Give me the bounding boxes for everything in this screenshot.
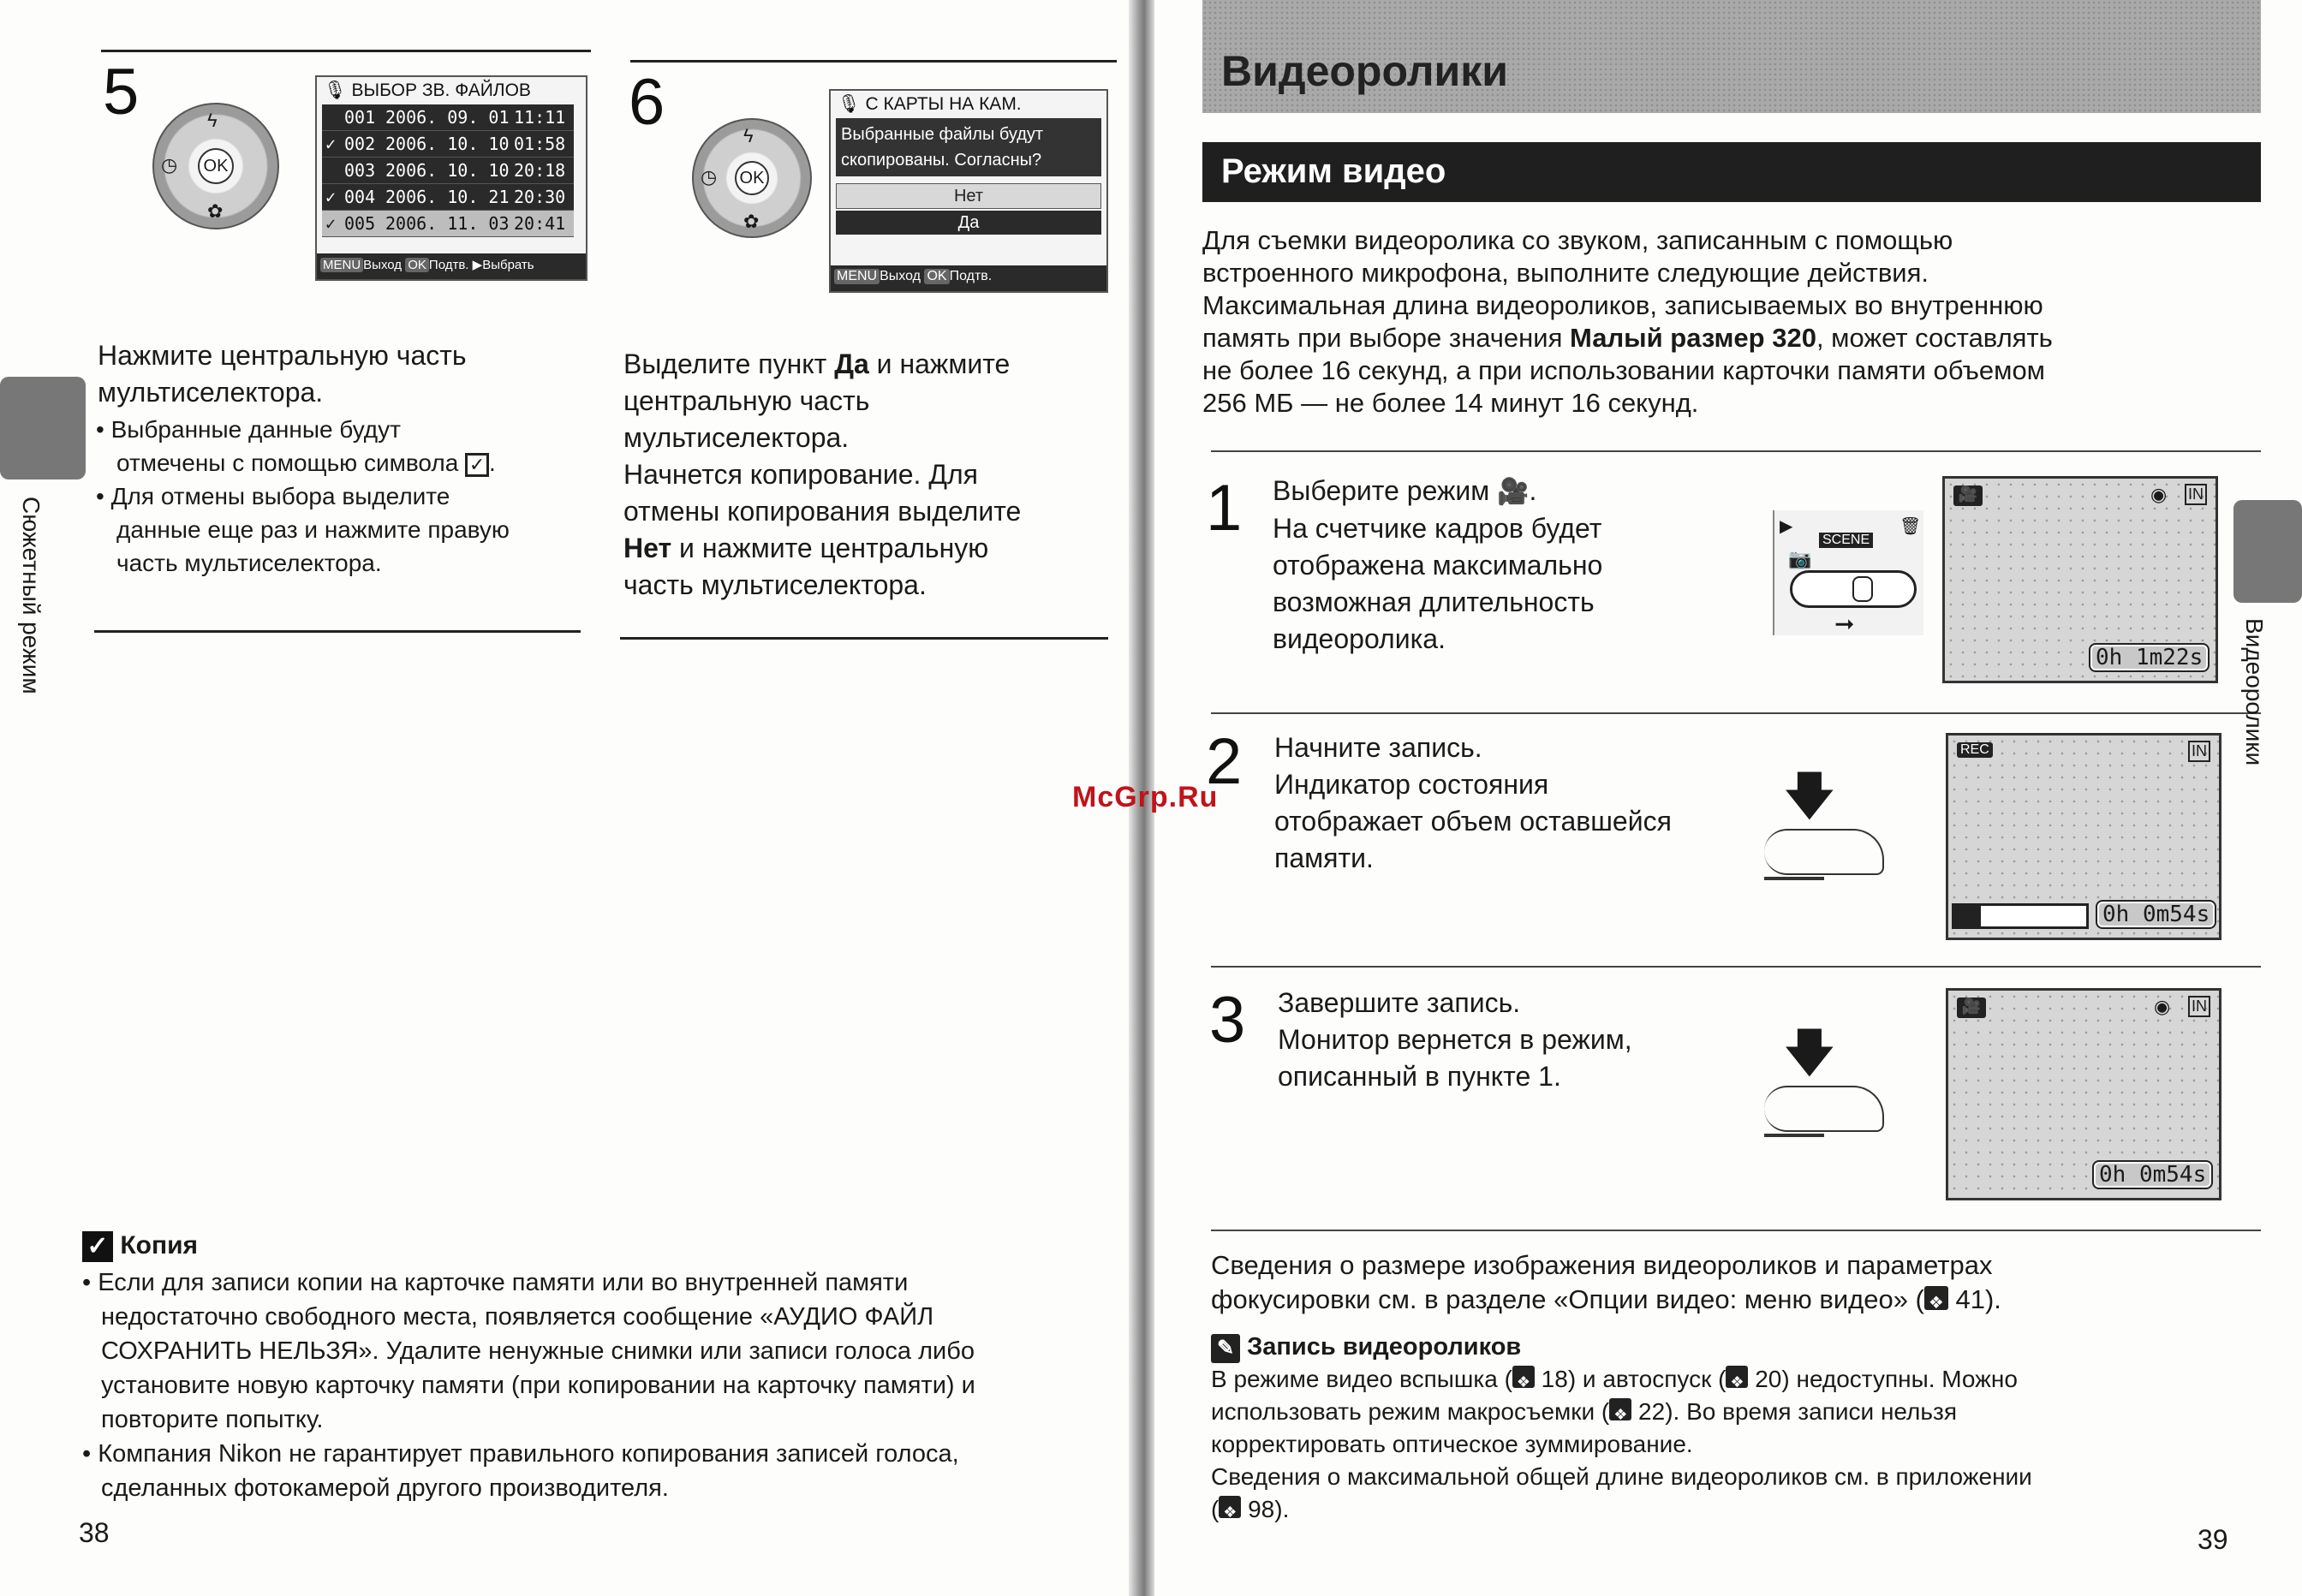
file-mark: ✓ (325, 213, 337, 234)
watermark: McGrp.Ru (1072, 781, 1219, 813)
note-line: СОХРАНИТЬ НЕЛЬЗЯ». Удалите ненужные снимки или записи голоса либо (101, 1337, 975, 1366)
divider (1211, 450, 2261, 452)
lcd-footer: MENU Выход OK Подтв. ▶Выбрать (317, 253, 586, 279)
file-num: 001 (344, 107, 376, 128)
movie-mode-icon: 🎥 (1497, 478, 1530, 506)
divider (94, 630, 581, 633)
lcd-file-select (315, 75, 587, 281)
step2-text: Начните запись. Индикатор состояния отображает объем оставшейся памяти. (1274, 732, 1672, 873)
step6-text: Выделите пункт Да и нажмите центральную часть мультиселектора. Начнется копирование. Для отмены копирования выделите Нет и нажмите центральную часть мультиселектора. (623, 348, 1022, 600)
section-header (1202, 142, 2261, 202)
file-list-row[interactable] (322, 131, 574, 158)
internal-memory-icon: IN (2188, 996, 2210, 1017)
arrow-right-icon: ➞ (1834, 610, 1855, 637)
divider (1211, 1230, 2261, 1231)
movie-icon: 🎥 (1957, 998, 1986, 1018)
movie-icon: 🎥 (1953, 485, 1983, 506)
step3-text: Завершите запись. Монитор вернется в режим, описанный в пункте 1. (1278, 987, 1632, 1092)
file-mark: ✓ (325, 134, 337, 154)
page-number: 38 (79, 1517, 110, 1548)
divider (1211, 712, 2261, 714)
file-date: 2006. 10. 21 (385, 187, 510, 207)
vr-icon: ◉ (2154, 996, 2171, 1017)
option-yes[interactable]: Да (836, 211, 1101, 235)
option-no[interactable]: Нет (836, 183, 1101, 209)
microphone-icon: 🎙 (324, 80, 347, 100)
reference-icon: ❖ (1219, 1496, 1241, 1518)
intro-line: Максимальная длина видеороликов, записываемых во внутреннюю (1202, 290, 2043, 320)
camera-icon: 📷 (1788, 548, 1812, 569)
file-time: 01:58 (514, 134, 566, 154)
section-tab (0, 377, 86, 479)
time-counter: 0h 1m22s (2089, 643, 2210, 672)
file-num: 003 (344, 160, 376, 181)
ok-key-icon: OK (405, 258, 429, 272)
checkmark-box-icon: ✓ (465, 453, 489, 477)
note-title: ✎ Запись видеороликов (1211, 1331, 2264, 1363)
divider (620, 637, 1108, 640)
step-number: 5 (103, 56, 140, 128)
reference-text: Сведения о размере изображения видеороликов и параметрах фокусировки см. в разделе «Опции видео: меню видео» ( ❖ 41). (1211, 1250, 2001, 1314)
reference-icon: ❖ (1512, 1366, 1535, 1388)
file-date: 2006. 09. 01 (385, 107, 510, 128)
file-mark: ✓ (325, 187, 337, 207)
intro-text: Для съемки видеоролика со звуком, записанным с помощью встроенного микрофона, выполните следующие действия. Максимальная длина видеороликов, записываемых во внутреннюю память при выборе значения Малый размер 320, может составлять не более 16 секунд, а при использовании карточки памяти объемом 256 МБ — не более 14 минут 16 секунд. (1202, 224, 2261, 420)
mode-switch (1790, 570, 1917, 608)
reference-icon: ❖ (1726, 1366, 1748, 1388)
flash-icon: ϟ (207, 110, 218, 131)
lcd-message: Выбранные файлы будут скопированы. Согласны? (836, 118, 1101, 176)
step5-text: Нажмите центральную часть мультиселектора. (98, 340, 467, 408)
divider (630, 60, 1117, 63)
note-line: недостаточно свободного места, появляется сообщение «АУДИО ФАЙЛ (101, 1303, 934, 1331)
time-counter: 0h 0m54s (2096, 900, 2216, 929)
note-bullet-1 (82, 1265, 1110, 1437)
menu-key-icon: MENU (320, 258, 363, 272)
lcd-title: 🎙 ВЫБОР ЗВ. ФАЙЛОВ (324, 80, 531, 100)
lcd-title: 🎙 С КАРТЫ НА КАМ. (838, 94, 1022, 114)
divider (101, 50, 591, 52)
mode-dial-illustration (1773, 510, 1923, 635)
file-time: 20:41 (514, 213, 566, 234)
file-num: 004 (344, 187, 376, 207)
flash-icon: ϟ (743, 125, 754, 146)
note-line: сделанных фотокамерой другого производителя. (101, 1474, 669, 1503)
file-list-row[interactable] (322, 184, 574, 211)
ok-button-icon: OK (735, 161, 769, 195)
shutter-press-illustration (1764, 767, 1893, 890)
step-number: 1 (1206, 472, 1243, 545)
self-timer-icon: ◷ (701, 166, 718, 188)
time-counter: 0h 0m54s (2092, 1160, 2213, 1189)
file-num: 005 (344, 213, 376, 234)
divider (1211, 966, 2261, 968)
right-arrow-icon: ▶ (472, 258, 483, 272)
note-line: • Если для записи копии на карточке памяти или во внутренней памяти (82, 1269, 909, 1297)
internal-memory-icon: IN (2188, 741, 2210, 762)
shutter-release-illustration (1764, 1024, 1893, 1147)
file-list-row[interactable] (322, 211, 574, 237)
reference-icon: ❖ (1924, 1286, 1948, 1310)
section-title: Режим видео (1221, 152, 1446, 190)
ok-key-icon: OK (924, 269, 949, 284)
step-number: 2 (1206, 725, 1243, 798)
bullet: • Для отмены выбора выделите (96, 483, 450, 509)
self-timer-icon: ◷ (161, 154, 178, 176)
file-num: 002 (344, 134, 376, 154)
file-date: 2006. 11. 03 (385, 213, 510, 234)
internal-memory-icon: IN (2185, 484, 2207, 505)
left-page (0, 0, 1129, 1596)
down-arrow-icon: 🡇 (1783, 767, 1836, 825)
rec-indicator: REC (1957, 742, 1993, 758)
file-date: 2006. 10. 10 (385, 134, 510, 154)
file-mark (325, 158, 344, 183)
step5-bullets: • Выбранные данные будут отмечены с помощью символа ✓ . • Для отмены выбора выделите данные еще раз и нажмите правую часть мультиселектора. (96, 413, 610, 580)
side-tab-label: Сюжетный режим (18, 497, 45, 694)
down-arrow-icon: 🡇 (1783, 1024, 1836, 1081)
step-number: 6 (629, 66, 665, 139)
multiselector-control (692, 118, 812, 238)
file-date: 2006. 10. 10 (385, 160, 510, 181)
check-icon: ✓ (82, 1231, 113, 1262)
note-line: • Компания Nikon не гарантирует правильного копирования записей голоса, (82, 1440, 959, 1468)
side-tab-label: Видеоролики (2241, 618, 2268, 766)
note-line: повторите попытку. (101, 1406, 324, 1434)
ok-button-icon: OK (198, 148, 234, 184)
multiselector-control (152, 103, 279, 229)
intro-line: Для съемки видеоролика со звуком, записанным с помощью (1202, 225, 1953, 255)
lcd-copy-confirm (829, 89, 1108, 293)
note-bullet-2 (82, 1437, 1110, 1505)
delete-icon: 🗑 (1899, 517, 1922, 536)
monitor-preview-2 (1946, 733, 2221, 940)
microphone-icon: 🎙 (838, 94, 861, 114)
lcd-footer: MENU Выход OK Подтв. (831, 265, 1106, 291)
recording-note: ✎ Запись видеороликов В режиме видео вспышка ( ❖ 18) и автоспуск ( ❖ 20) недоступны. Можно использовать режим макросъемки ( ❖ 22). Во время записи нельзя корректировать оптическое зуммирование. Сведения о максимальной общей длине видеороликов см. в приложении ( ❖ 98). (1211, 1331, 2264, 1526)
vr-icon: ◉ (2150, 484, 2168, 505)
menu-key-icon: MENU (834, 269, 880, 284)
file-time: 20:30 (514, 187, 566, 207)
note-line: установите новую карточку памяти (при копировании на карточку памяти) и (101, 1372, 975, 1400)
section-tab (2233, 500, 2302, 603)
memory-progress-bar (1952, 903, 2089, 929)
page-number: 39 (2198, 1524, 2228, 1555)
scene-label: SCENE (1819, 533, 1873, 548)
file-list (322, 104, 574, 237)
finger-icon (1764, 1086, 1884, 1132)
monitor-preview-1 (1942, 476, 2218, 683)
bullet: • Выбранные данные будут (96, 416, 401, 443)
intro-line: встроенного микрофона, выполните следующие действия. (1202, 258, 1929, 288)
step1-text: Выберите режим 🎥. На счетчике кадров будет отображена максимально возможная длительность видеоролика. (1273, 475, 1603, 654)
monitor-preview-3 (1946, 988, 2221, 1200)
note-box (82, 1231, 1110, 1505)
right-page (1072, 0, 2302, 1596)
reference-icon: ❖ (1609, 1398, 1631, 1420)
file-list-row[interactable] (322, 104, 574, 131)
file-time: 20:18 (514, 160, 566, 181)
chapter-header (1202, 0, 2261, 113)
playback-icon: ▶ (1780, 517, 1793, 536)
macro-icon: ✿ (743, 211, 760, 232)
step-number: 3 (1209, 984, 1246, 1057)
chapter-title: Видеоролики (1221, 47, 1509, 95)
pencil-icon: ✎ (1211, 1334, 1240, 1363)
file-list-row[interactable] (322, 158, 574, 184)
file-mark (325, 104, 344, 130)
file-time: 11:11 (514, 107, 566, 128)
finger-icon (1764, 829, 1884, 875)
macro-icon: ✿ (207, 200, 224, 222)
note-title: ✓ Копия (82, 1231, 1110, 1262)
